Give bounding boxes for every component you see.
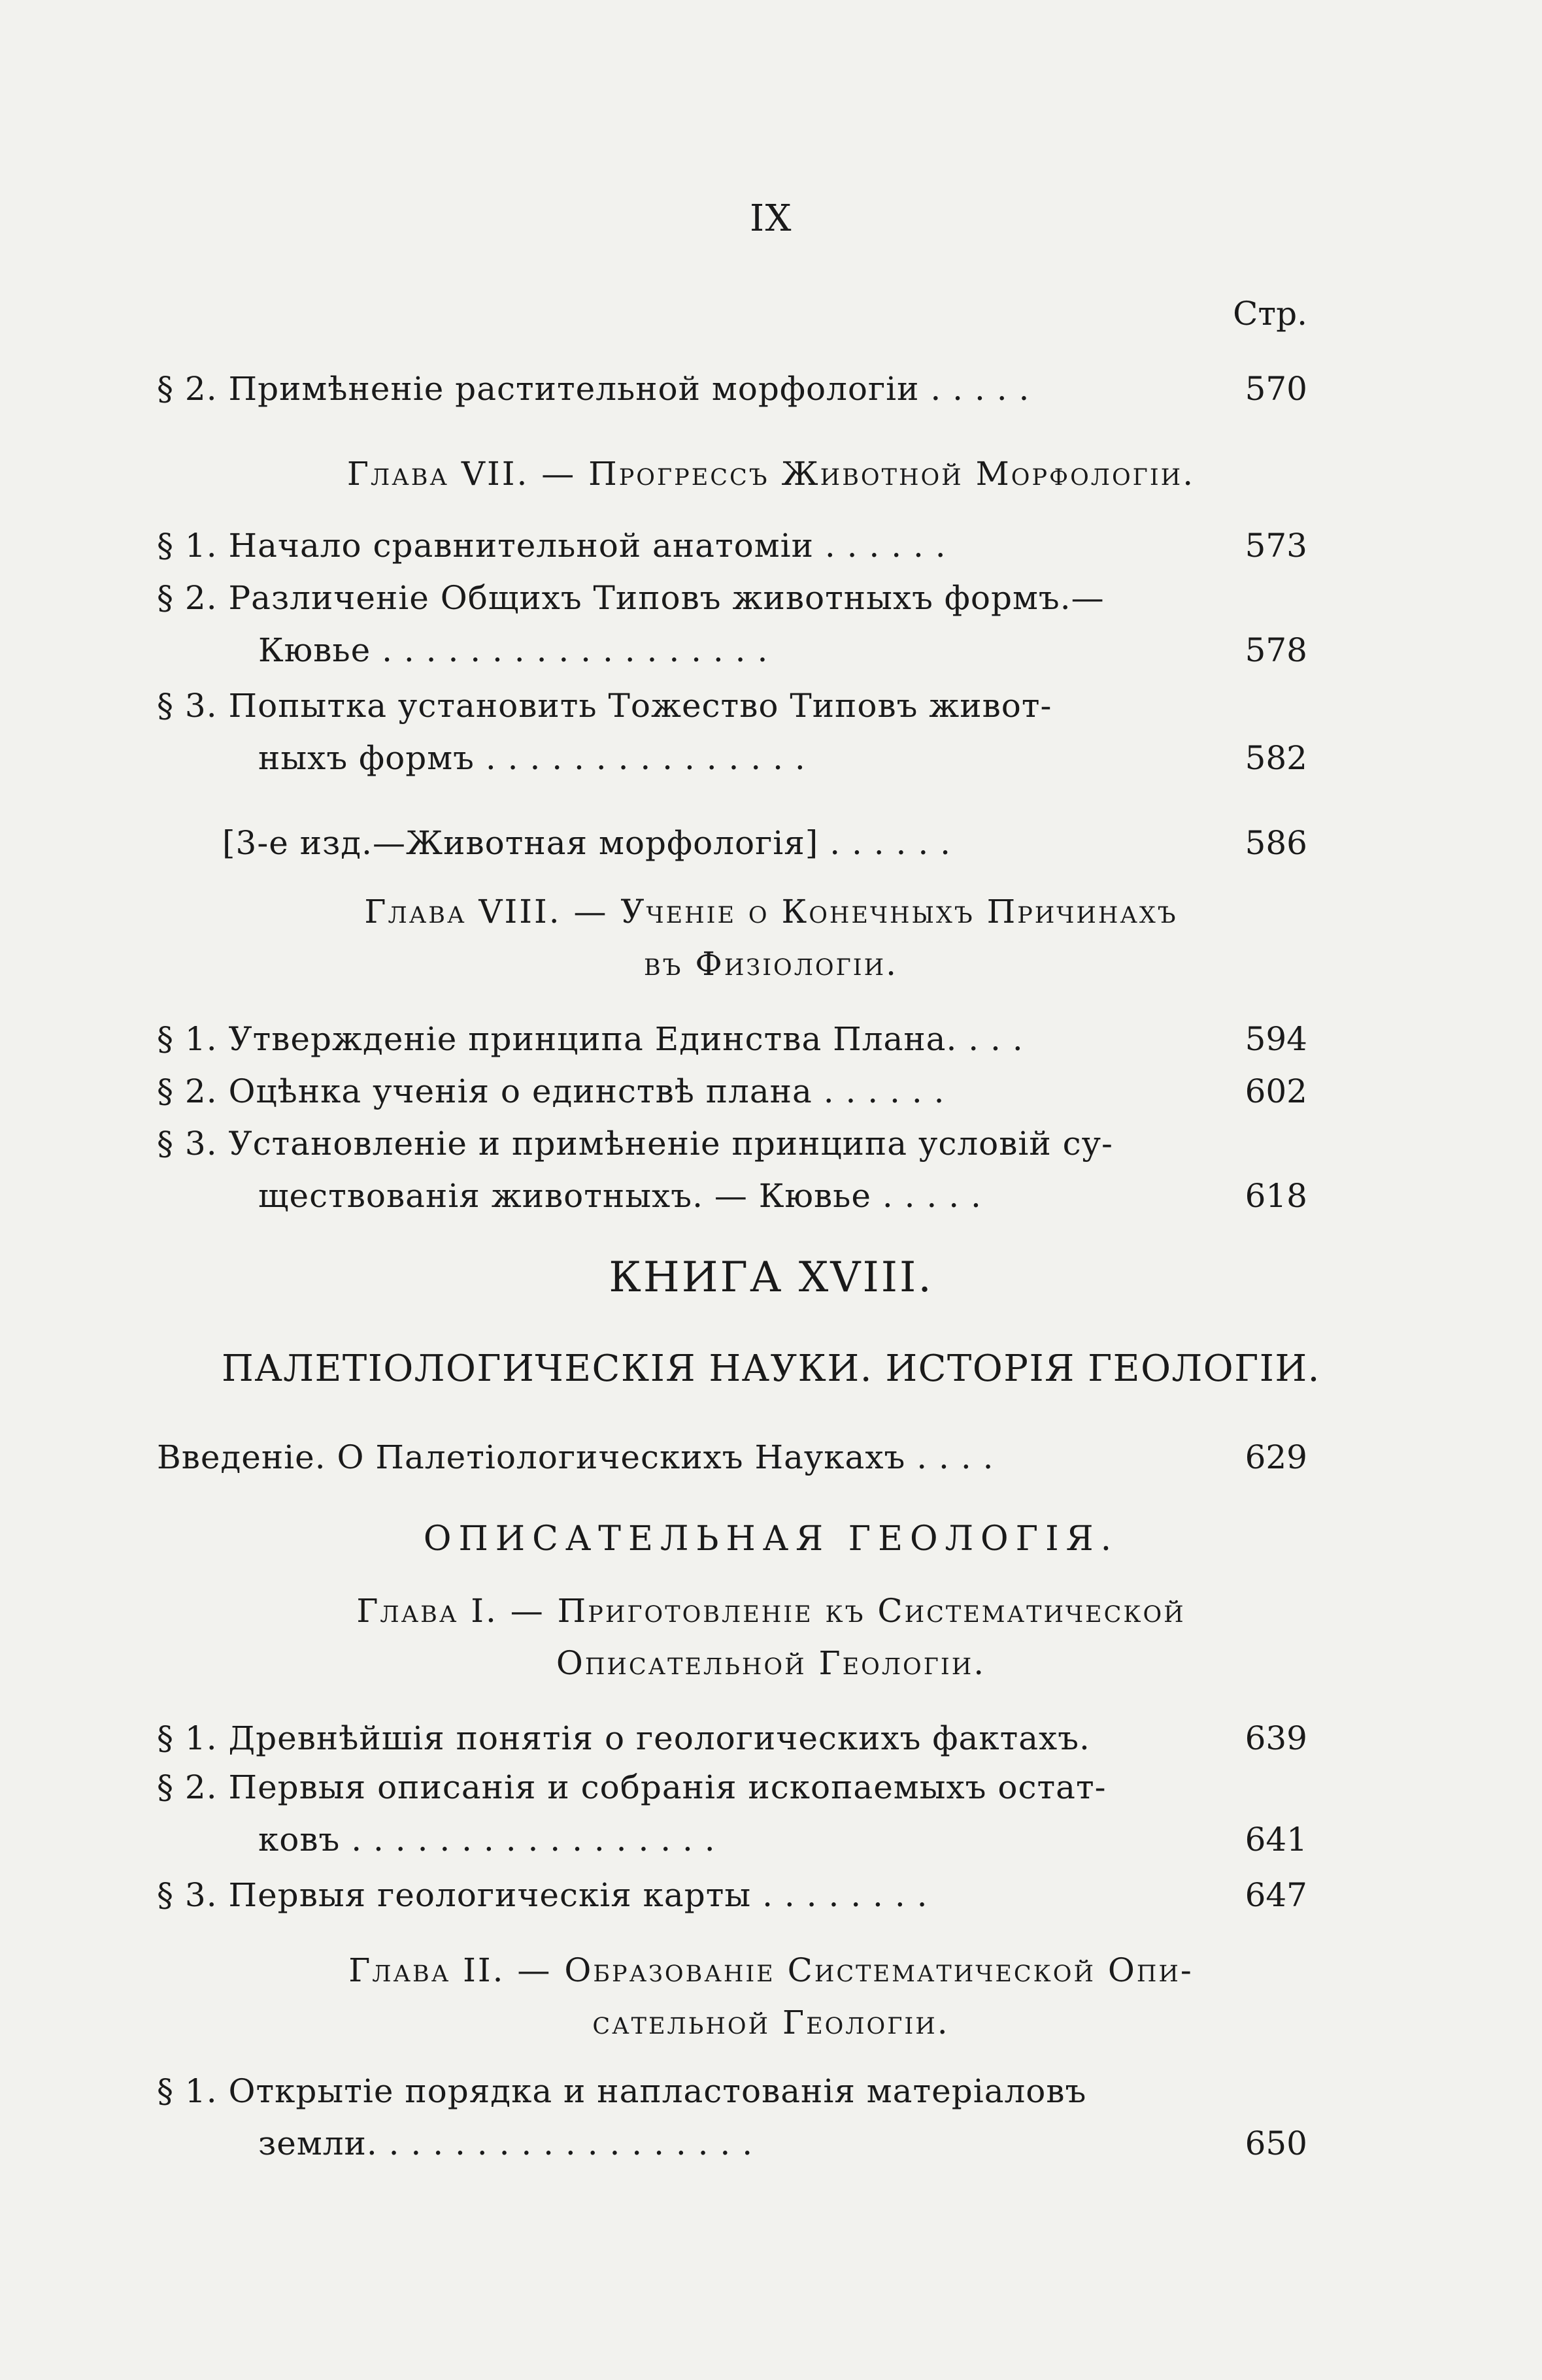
toc-entry-page: 629 <box>1245 1438 1307 1476</box>
book-heading: КНИГА XVIII. <box>609 1253 933 1302</box>
toc-entry-text-continued: Кювье . . . . . . . . . . . . . . . . . . <box>258 631 769 669</box>
toc-entry-page: 586 <box>1245 824 1307 862</box>
chapter-heading: Глава I. — Приготовленіе къ Систематической <box>356 1592 1186 1630</box>
toc-entry-text-continued: ществованія животныхъ. — Кювье . . . . . <box>258 1177 982 1215</box>
toc-entry-page: 647 <box>1245 1876 1307 1914</box>
toc-entry-text: § 3. Первыя геологическія карты . . . . . . . . <box>157 1876 928 1914</box>
toc-entry-page: 618 <box>1245 1177 1307 1215</box>
chapter-heading: Глава VII. — Прогрессъ Животной Морфологіи. <box>346 455 1196 493</box>
chapter-heading: Глава II. — Образованіе Систематической Опи- <box>348 1951 1194 1989</box>
chapter-heading-continued: Описательной Геологіи. <box>556 1644 986 1682</box>
page-number-roman: IX <box>750 197 792 240</box>
toc-entry-text-continued: земли. . . . . . . . . . . . . . . . . . <box>258 2124 754 2162</box>
toc-entry-text: § 1. Утвержденіе принципа Единства Плана. . . . <box>157 1020 1024 1058</box>
toc-entry-text: § 3. Попытка установить Тожество Типовъ живот- <box>157 687 1052 725</box>
toc-entry-text: § 2. Примѣненіе растительной морфологіи . . . . . <box>157 370 1030 408</box>
toc-entry-text-continued: ковъ . . . . . . . . . . . . . . . . . <box>258 1821 716 1859</box>
toc-entry-text: Введеніе. О Палетіологическихъ Наукахъ . . . . <box>157 1438 994 1476</box>
toc-entry-page: 594 <box>1245 1020 1307 1058</box>
toc-entry-page: 578 <box>1245 631 1307 669</box>
toc-entry-page: 573 <box>1245 527 1307 565</box>
chapter-heading-continued: въ Физіологіи. <box>643 945 899 983</box>
chapter-heading: Глава VIII. — Ученіе о Конечныхъ Причинахъ <box>364 893 1178 931</box>
toc-entry-text: § 2. Оцѣнка ученія о единствѣ плана . . . . . . <box>157 1072 945 1110</box>
toc-entry-page: 639 <box>1245 1719 1307 1757</box>
toc-entry-text: § 3. Установленіе и примѣненіе принципа условій су- <box>157 1125 1113 1163</box>
toc-entry-text-continued: ныхъ формъ . . . . . . . . . . . . . . . <box>258 739 806 777</box>
toc-entry-text: [3-е изд.—Животная морфологія] . . . . . . <box>222 824 952 862</box>
section-heading: ОПИСАТЕЛЬНАЯ ГЕОЛОГІЯ. <box>423 1519 1119 1559</box>
chapter-heading-continued: сательной Геологіи. <box>592 2004 950 2041</box>
toc-entry-page: 570 <box>1245 370 1307 408</box>
page-column-header: Стр. <box>1233 295 1307 333</box>
toc-entry-text: § 1. Древнѣйшія понятія о геологическихъ фактахъ. <box>157 1719 1090 1757</box>
toc-entry-page: 582 <box>1245 739 1307 777</box>
toc-entry-text: § 1. Открытіе порядка и напластованія матеріаловъ <box>157 2072 1087 2110</box>
toc-entry-page: 641 <box>1245 1821 1307 1859</box>
book-subtitle: ПАЛЕТІОЛОГИЧЕСКІЯ НАУКИ. ИСТОРІЯ ГЕОЛОГІИ. <box>222 1347 1320 1390</box>
toc-entry-page: 650 <box>1245 2124 1307 2162</box>
toc-entry-text: § 1. Начало сравнительной анатоміи . . . . . . <box>157 527 947 565</box>
toc-entry-text: § 2. Различеніе Общихъ Типовъ животныхъ формъ.— <box>157 579 1105 617</box>
toc-entry-page: 602 <box>1245 1072 1307 1110</box>
toc-entry-text: § 2. Первыя описанія и собранія ископаемыхъ остат- <box>157 1768 1107 1806</box>
